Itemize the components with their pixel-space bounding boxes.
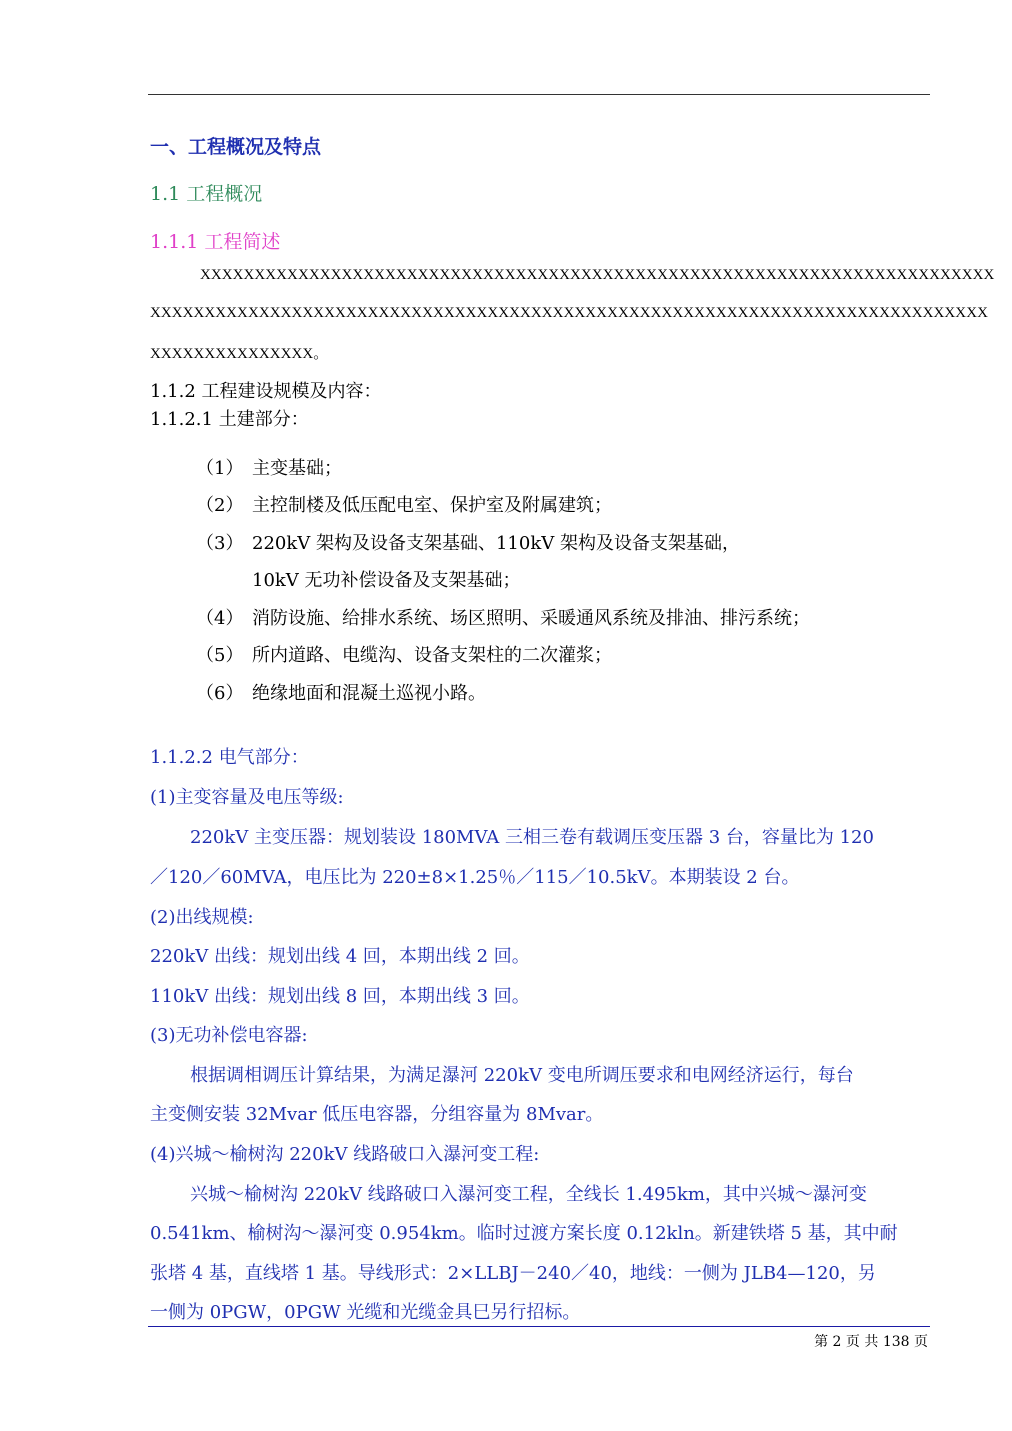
electrical-line: (3)无功补偿电容器: [150,1025,308,1046]
overview-line-1: XXXXXXXXXXXXXXXXXXXXXXXXXXXXXXXXXXXXXXXXXXXXXXXXXXXXXXXXXXXXXXXXXXXXXXXXX [200,267,995,283]
civil-item [196,641,612,667]
electrical-line: 220kV 主变压器：规划装设 180MVA 三相三卷有载调压变压器 3 台，容量比为 120 [190,827,874,848]
overview-line-2: XXXXXXXXXXXXXXXXXXXXXXXXXXXXXXXXXXXXXXXXXXXXXXXXXXXXXXXXXXXXXXXXXXXXXXXXXXXXX [150,305,988,321]
electrical-line: (1)主变容量及电压等级: [150,787,344,808]
footer-rule [148,1326,930,1327]
electrical-line: 兴城～榆树沟 220kV 线路破口入瀑河变工程，全线长 1.495km，其中兴城～瀑河变 [190,1184,867,1205]
civil-item-number: （1） [196,458,244,479]
electrical-line: 220kV 出线：规划出线 4 回，本期出线 2 回。 [150,946,530,967]
electrical-line: ／120／60MVA，电压比为 220±8×1.25％／115／10.5kV。本期装设 2 台。 [150,867,800,888]
electrical-line: 0.541km、榆树沟～瀑河变 0.954km。临时过渡方案长度 0.12kln。新建铁塔 5 基，其中耐 [150,1223,898,1244]
page-number: 第 2 页 共 138 页 [814,1334,928,1350]
civil-item [196,604,810,630]
heading-level-1: 一、工程概况及特点 [150,136,322,158]
electrical-line: 张塔 4 基，直线塔 1 基。导线形式：2×LLBJ－240／40，地线：一侧为 JLB4—120，另 [150,1263,876,1284]
header-rule [148,94,930,95]
overview-line-3: XXXXXXXXXXXXXXX。 [150,346,329,362]
civil-item [196,491,612,517]
civil-item-text: 所内道路、电缆沟、设备支架柱的二次灌浆； [252,645,612,666]
civil-item-text: 10kV 无功补偿设备及支架基础； [252,570,521,591]
civil-item-number: （2） [196,495,244,516]
electrical-line: (4)兴城～榆树沟 220kV 线路破口入瀑河变工程: [150,1144,540,1165]
heading-level-2: 1.1 工程概况 [150,183,263,205]
civil-item-text: 消防设施、给排水系统、场区照明、采暖通风系统及排油、排污系统； [252,608,810,629]
heading-level-3: 1.1.1 工程简述 [150,231,281,253]
electrical-line: 根据调相调压计算结果，为满足瀑河 220kV 变电所调压要求和电网经济运行，每台 [190,1065,854,1086]
section-1-1-2-1-title: 1.1.2.1 土建部分： [150,409,309,430]
section-1-1-2-2-title: 1.1.2.2 电气部分： [150,747,309,768]
civil-item [196,454,342,480]
section-1-1-2-title: 1.1.2 工程建设规模及内容： [150,381,382,402]
civil-item [196,679,486,705]
electrical-line: 110kV 出线：规划出线 8 回，本期出线 3 回。 [150,986,530,1007]
civil-item-number: （6） [196,683,244,704]
civil-item [196,529,740,555]
civil-item-text: 绝缘地面和混凝土巡视小路。 [252,683,486,704]
civil-item-number: （4） [196,608,244,629]
civil-item-text: 主控制楼及低压配电室、保护室及附属建筑； [252,495,612,516]
electrical-line: 主变侧安装 32Mvar 低压电容器，分组容量为 8Mvar。 [150,1104,604,1125]
civil-item-number: （5） [196,645,244,666]
civil-item [196,566,521,592]
civil-item-text: 主变基础； [252,458,342,479]
electrical-line: (2)出线规模: [150,907,254,928]
civil-item-text: 220kV 架构及设备支架基础、110kV 架构及设备支架基础， [252,533,740,554]
electrical-line: 一侧为 0PGW，0PGW 光缆和光缆金具巳另行招标。 [150,1302,581,1323]
civil-item-number: （3） [196,533,244,554]
